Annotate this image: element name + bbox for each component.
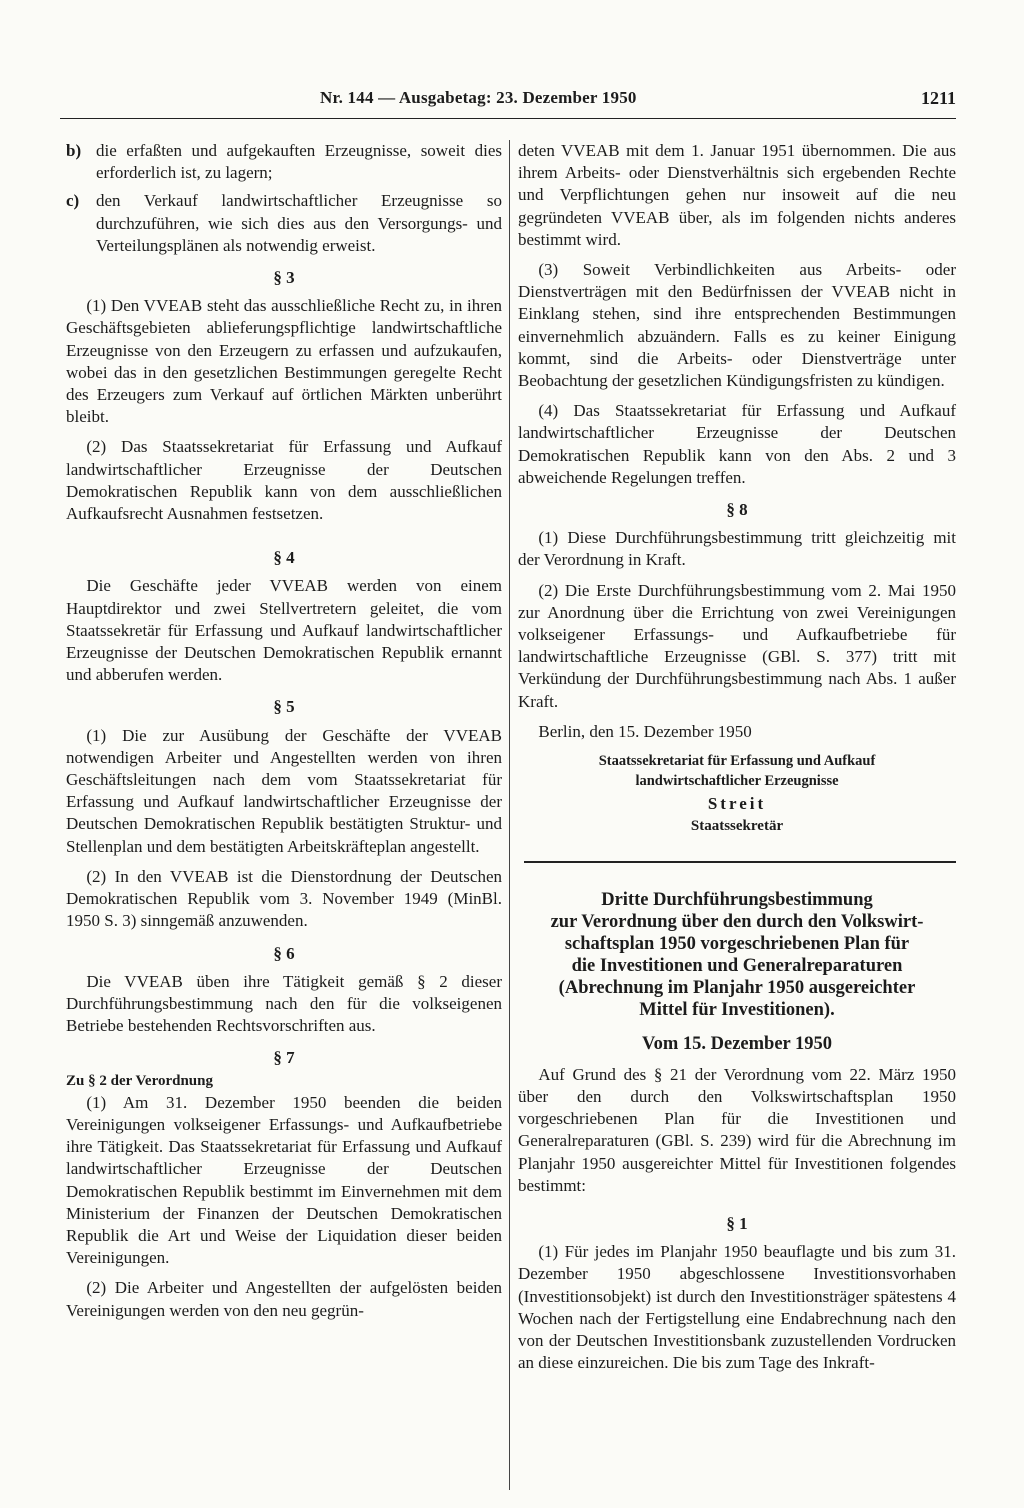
list-label: c): [66, 191, 80, 211]
place-date: Berlin, den 15. Dezember 1950: [538, 721, 752, 741]
issue-line: Nr. 144 — Ausgabetag: 23. Dezember 1950: [320, 88, 637, 107]
column-divider: [509, 140, 510, 1490]
title-line: schaftsplan 1950 vorgeschriebenen Plan für: [564, 934, 910, 955]
paragraph: (4) Das Staatssekretariat für Erfassung und Aufkauf landwirtschaftlicher Erzeugnisse der Deutschen Demokratischen Republik kann von den Abs. 2 und 3 abweichende Regelungen treffen.: [518, 401, 956, 487]
document-title: [518, 889, 956, 1021]
paragraph: (1) Diese Durchführungsbestimmung tritt gleichzeitig mit der Verordnung in Kraft.: [518, 528, 956, 570]
list-text: die erfaßten und aufgekauften Erzeugnisse, soweit dies erforderlich ist, zu lagern;: [96, 141, 502, 183]
left-column: [66, 140, 502, 1490]
section-divider: [524, 861, 956, 863]
list-item: [66, 140, 502, 184]
signature-role: Staatssekretär: [690, 818, 784, 835]
paragraph: Die Geschäfte jeder VVEAB werden von einem Hauptdirektor und zwei Stellvertretern geleitet, die vom Staatssekretär für Erfassung und Aufkauf landwirtschaftlicher Erzeugnisse der Deutschen Demokratischen Republik ernannt und abberufen werden.: [66, 576, 502, 685]
title-line: (Abrechnung im Planjahr 1950 ausgereichter: [558, 978, 916, 999]
title-line: Mittel für Investitionen).: [639, 1000, 835, 1021]
title-line: die Investitionen und Generalreparaturen: [571, 956, 903, 977]
paragraph: (1) Den VVEAB steht das ausschließliche Recht zu, in ihren Geschäftsgebieten ablieferungspflichtige landwirtschaftliche Erzeugnisse von den Erzeugern zu erfassen und aufzukaufen, wobei das in den gesetzlichen Bestimmungen geregelte Recht des Erzeugers zum Verkauf auf örtlichen Märkten unberührt bleibt.: [66, 296, 502, 427]
paragraph: (3) Soweit Verbindlichkeiten aus Arbeits- oder Dienstverträgen mit den Bedürfnissen der VVEAB nicht in Einklang stehen, sind ihre entsprechenden Bestimmungen einvernehmlich abzuändern. Falls es zu keiner Einigung kommt, sind die Arbeits- oder Dienstverträge unter Beobachtung der gesetzlichen Kündigungsfristen zu kündigen.: [518, 260, 956, 391]
paragraph: (1) Am 31. Dezember 1950 beenden die beiden Vereinigungen volkseigener Erfassungs- und Aufkaufbetriebe ihre Tätigkeit. Das Staatssekretariat für Erfassung und Aufkauf landwirtschaftlicher Erzeugnisse der Deutschen Demokratischen Republik bestimmt im Einvernehmen mit dem Ministerium der Finanzen der Deutschen Demokratischen Republik die Art und Weise der Liquidation dieser beiden Vereinigungen.: [66, 1092, 502, 1268]
list-text: den Verkauf landwirtschaftlicher Erzeugnisse so durchzuführen, wie sich dies aus den Versorgungs- und Verteilungsplänen als notwendig erweist.: [96, 191, 502, 255]
list-label: b): [66, 141, 82, 160]
section-heading: § 6: [273, 943, 295, 963]
signature-name: Streit: [707, 794, 767, 814]
editorial-note: Zu § 2 der Verordnung: [66, 1072, 213, 1089]
paragraph: Die VVEAB üben ihre Tätigkeit gemäß § 2 dieser Durchführungsbestimmung nach den für die volkseigenen Betriebe bestehenden Rechtsvorschriften aus.: [66, 971, 502, 1036]
section-heading: § 8: [726, 500, 748, 520]
section-heading: § 1: [726, 1213, 748, 1233]
paragraph: deten VVEAB mit dem 1. Januar 1951 übernommen. Die aus ihrem Arbeits- oder Dienstverhältnis sich ergebenden Rechte und Verpflichtungen gehen nur insoweit auf die neu gegründeten VVEAB über, als im folgenden nichts anderes bestimmt wird.: [518, 141, 956, 249]
section-heading: § 3: [273, 268, 295, 288]
section-heading: § 7: [273, 1048, 295, 1068]
paragraph: (2) Die Arbeiter und Angestellten der aufgelösten beiden Vereinigungen werden von den neu gegrün-: [66, 1278, 502, 1320]
paragraph: (1) Die zur Ausübung der Geschäfte der VVEAB notwendigen Arbeiter und Angestellten werden von ihren Geschäftsleitungen nach dem vom Staatssekretariat für Erfassung und Aufkauf landwirtschaftlicher Erzeugnisse der Deutschen Demokratischen Republik bestätigten Struktur- und Stellenplan und dem bestätigten Arbeitskräfteplan angestellt.: [66, 725, 502, 856]
section-heading: § 4: [273, 548, 295, 568]
signature-org-line: Staatssekretariat für Erfassung und Aufkauf: [598, 753, 876, 770]
date-heading: Vom 15. Dezember 1950: [641, 1034, 833, 1055]
title-line: zur Verordnung über den durch den Volkswirt-: [550, 912, 924, 933]
signature-org-line: landwirtschaftlicher Erzeugnisse: [635, 773, 839, 790]
title-line: Dritte Durchführungsbestimmung: [601, 890, 873, 911]
paragraph: (2) In den VVEAB ist die Dienstordnung der Deutschen Demokratischen Republik vom 3. November 1949 (MinBl. 1950 S. 3) sinngemäß anzuwenden.: [66, 866, 502, 931]
right-column: [518, 140, 956, 1490]
signature-organization: [518, 751, 956, 791]
list-item: [66, 190, 502, 257]
section-heading: § 5: [273, 697, 295, 717]
page-number: 1211: [920, 88, 956, 108]
page-header: [60, 88, 956, 119]
paragraph: (2) Die Erste Durchführungsbestimmung vom 2. Mai 1950 zur Anordnung über die Errichtung von zwei Vereinigungen volkseigener Erfassungs- und Aufkaufbetriebe für landwirtschaftliche Erzeugnisse (GBl. S. 377) tritt mit Verkündung der Durchführungsbestimmung nach Abs. 1 außer Kraft.: [518, 580, 956, 711]
paragraph: (2) Das Staatssekretariat für Erfassung und Aufkauf landwirtschaftlicher Erzeugnisse der Deutschen Demokratischen Republik kann von dem ausschließlichen Aufkaufsrecht Ausnahmen festsetzen.: [66, 437, 502, 524]
paragraph: (1) Für jedes im Planjahr 1950 beauflagte und bis zum 31. Dezember 1950 abgeschlossene Investitionsvorhaben (Investitionsobjekt) ist durch den Investitionsträger spätestens 4 Wochen nach der Fertigstellung eine Endabrechnung nach den von der Deutschen Investitionsbank zuzustellenden Vordrucken an diese einzureichen. Die bis zum Tage des Inkraft-: [518, 1242, 956, 1373]
paragraph: Auf Grund des § 21 der Verordnung vom 22. März 1950 über den durch den Volkswirtschaftsplan 1950 vorgeschriebenen Plan für die Investitionen und Generalreparaturen (GBl. S. 239) wird für die Abrechnung im Planjahr 1950 ausgereichter Mittel für Investitionen folgendes bestimmt:: [518, 1064, 956, 1195]
